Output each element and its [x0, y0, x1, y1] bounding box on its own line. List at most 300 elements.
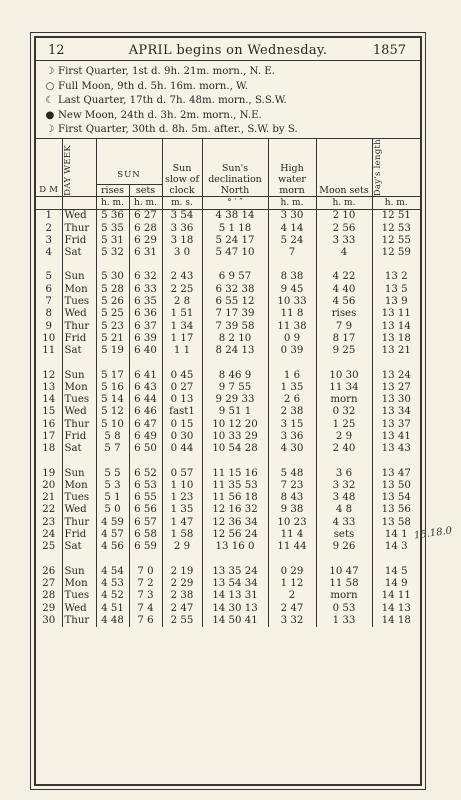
table-cell: sets — [316, 529, 372, 541]
table-cell: 6 58 — [129, 529, 162, 541]
table-cell: 2 8 — [162, 296, 202, 308]
table-cell: Frid — [62, 333, 96, 345]
table-cell: 11 8 — [268, 308, 316, 320]
table-cell: 3 54 — [162, 210, 202, 223]
table-cell: 8 — [45, 308, 52, 320]
table-row — [36, 406, 420, 418]
table-cell: 5 17 — [96, 370, 129, 382]
table-cell: 4 14 — [268, 223, 316, 235]
table-cell: 4 56 — [96, 541, 129, 553]
table-cell: 4 30 — [268, 443, 316, 455]
unit-cell: h. m. — [316, 197, 372, 210]
table-cell: 2 47 — [162, 603, 202, 615]
table-row — [36, 284, 420, 296]
table-cell: 22 — [42, 504, 56, 516]
table-cell: 0 39 — [268, 345, 316, 357]
table-cell: 4 53 — [96, 578, 129, 590]
week-gap — [36, 456, 420, 468]
table-cell: Wed — [62, 210, 96, 223]
table-row — [36, 382, 420, 394]
table-cell: 1 35 — [268, 382, 316, 394]
table-cell: 8 2 10 — [202, 333, 268, 345]
table-cell: 13 54 34 — [202, 578, 268, 590]
table-cell: 3 6 — [316, 468, 372, 480]
table-cell: 13 54 — [372, 492, 420, 504]
table-cell: 12 55 — [372, 235, 420, 247]
table-cell: 0 29 — [268, 566, 316, 578]
table-cell: Mon — [62, 284, 96, 296]
table-cell: Sat — [62, 247, 96, 259]
table-cell: 2 25 — [162, 284, 202, 296]
unit-cell — [36, 197, 62, 210]
table-cell: 6 52 — [129, 468, 162, 480]
table-cell: 5 24 17 — [202, 235, 268, 247]
table-cell: 14 30 13 — [202, 603, 268, 615]
moon-phase — [42, 80, 420, 95]
new-moon-icon: ● — [45, 109, 55, 121]
table-cell: 6 39 — [129, 333, 162, 345]
table-cell: 17 — [42, 431, 56, 442]
unit-cell: h. m. — [96, 197, 129, 210]
table-cell: 7 17 39 — [202, 308, 268, 320]
table-cell: fast1 — [162, 406, 202, 418]
table-cell: 3 32 — [268, 615, 316, 627]
table-cell: 7 — [268, 247, 316, 259]
table-cell: 7 — [45, 296, 52, 308]
table-cell: 3 — [45, 234, 52, 246]
table-cell: 13 30 — [372, 394, 420, 406]
table-cell: 11 34 — [316, 382, 372, 394]
col-header-moon: Moon sets — [316, 139, 372, 197]
table-cell: 6 55 12 — [202, 296, 268, 308]
table-row — [36, 615, 420, 627]
table-cell: 13 24 — [372, 370, 420, 382]
table-row — [36, 210, 420, 223]
table-cell: 3 33 — [316, 235, 372, 247]
table-cell: 4 22 — [316, 271, 372, 283]
col-header-sun: SUN rises sets — [96, 139, 162, 197]
table-row — [36, 468, 420, 480]
table-cell: 1 35 — [162, 504, 202, 516]
table-cell: 0 53 — [316, 603, 372, 615]
table-cell: 12 16 32 — [202, 504, 268, 516]
table-cell: 6 27 — [129, 210, 162, 223]
table-cell: 11 44 — [268, 541, 316, 553]
table-cell: 5 28 — [96, 284, 129, 296]
table-cell: 6 32 38 — [202, 284, 268, 296]
table-cell: 16 — [42, 418, 56, 430]
table-cell: 7 4 — [129, 603, 162, 615]
table-cell: Wed — [62, 308, 96, 320]
table-row — [36, 223, 420, 235]
table-cell: 13 56 — [372, 504, 420, 516]
table-cell: 7 9 — [316, 321, 372, 333]
table-cell: 6 28 — [129, 223, 162, 235]
table-cell: 8 43 — [268, 492, 316, 504]
table-cell: 2 — [268, 590, 316, 602]
table-cell: 11 35 53 — [202, 480, 268, 492]
table-cell: 1 1 — [162, 345, 202, 357]
table-cell: 10 12 20 — [202, 419, 268, 431]
table-cell: Frid — [62, 529, 96, 541]
table-cell: 7 6 — [129, 615, 162, 627]
table-cell: Frid — [62, 431, 96, 443]
table-cell: 6 — [45, 283, 52, 295]
table-cell: 1 10 — [162, 480, 202, 492]
table-cell: Wed — [62, 406, 96, 418]
table-cell: 5 — [45, 271, 52, 283]
table-cell: 14 11 — [372, 590, 420, 602]
table-cell: 2 6 — [268, 394, 316, 406]
table-cell: 5 8 — [96, 431, 129, 443]
table-cell: 5 47 10 — [202, 247, 268, 259]
table-cell: 0 45 — [162, 370, 202, 382]
table-cell: 7 3 — [129, 590, 162, 602]
table-cell: 27 — [42, 577, 56, 589]
table-row — [36, 431, 420, 443]
table-cell: Sat — [62, 345, 96, 357]
week-gap — [36, 259, 420, 271]
table-cell: 2 55 — [162, 615, 202, 627]
table-cell: 12 59 — [372, 247, 420, 259]
table-row — [36, 296, 420, 308]
table-cell: 13 37 — [372, 419, 420, 431]
table-cell: 4 38 14 — [202, 210, 268, 223]
table-cell: 2 47 — [268, 603, 316, 615]
table-cell: Sun — [62, 370, 96, 382]
table-row — [36, 333, 420, 345]
table-cell: 2 9 — [316, 431, 372, 443]
table-cell: Tues — [62, 590, 96, 602]
table-cell: 6 41 — [129, 370, 162, 382]
table-cell: morn — [316, 590, 372, 602]
table-cell: 9 51 1 — [202, 406, 268, 418]
table-row — [36, 419, 420, 431]
table-cell: 7 0 — [129, 566, 162, 578]
table-cell: 1 47 — [162, 517, 202, 529]
table-row — [36, 578, 420, 590]
table-cell: 13 43 — [372, 443, 420, 455]
table-cell: 2 9 — [162, 541, 202, 553]
col-header-length: Day's length — [372, 139, 420, 197]
moon-phases — [36, 61, 420, 139]
table-cell: 0 13 — [162, 394, 202, 406]
table-cell: 5 12 — [96, 406, 129, 418]
table-cell: 1 6 — [268, 370, 316, 382]
table-row — [36, 394, 420, 406]
table-cell: 6 56 — [129, 504, 162, 516]
table-cell: Tues — [62, 296, 96, 308]
year: 1857 — [372, 43, 406, 58]
unit-cell: h. m. — [372, 197, 420, 210]
table-row — [36, 235, 420, 247]
table-row — [36, 566, 420, 578]
table-cell: 6 40 — [129, 345, 162, 357]
table-cell: 3 18 — [162, 235, 202, 247]
table-cell: 2 19 — [162, 566, 202, 578]
moon-phase-text: Full Moon, 9th d. 5h. 16m. morn., W. — [58, 80, 248, 92]
table-cell: 9 26 — [316, 541, 372, 553]
table-cell: 10 54 28 — [202, 443, 268, 455]
table-cell: Mon — [62, 480, 96, 492]
table-cell: 0 27 — [162, 382, 202, 394]
table-cell: 7 23 — [268, 480, 316, 492]
table-cell: 7 39 58 — [202, 321, 268, 333]
table-cell: 9 25 — [316, 345, 372, 357]
table-cell: 0 32 — [316, 406, 372, 418]
table-cell: 19 — [42, 467, 56, 479]
col-header-sets: sets — [129, 185, 162, 196]
unit-cell: h. m. — [129, 197, 162, 210]
table-cell: 13 35 24 — [202, 566, 268, 578]
table-cell: Mon — [62, 382, 96, 394]
table-cell: 12 51 — [372, 210, 420, 223]
week-gap — [36, 358, 420, 370]
table-cell: 14 — [42, 394, 56, 406]
table-cell: 12 53 — [372, 223, 420, 235]
table-cell: 9 45 — [268, 284, 316, 296]
table-row — [36, 504, 420, 516]
table-cell: 11 — [42, 345, 56, 357]
table-cell: 4 57 — [96, 529, 129, 541]
table-cell: 3 15 — [268, 419, 316, 431]
table-row — [36, 308, 420, 320]
table-cell: 3 0 — [162, 247, 202, 259]
table-cell: 9 — [45, 320, 52, 332]
table-cell: rises — [316, 308, 372, 320]
table-cell: 5 19 — [96, 345, 129, 357]
first-quarter-icon: ☽ — [45, 66, 55, 77]
table-cell: 4 54 — [96, 566, 129, 578]
table-cell: 10 47 — [316, 566, 372, 578]
table-cell: 0 30 — [162, 431, 202, 443]
unit-cell: ° ′ ″ — [202, 197, 268, 210]
table-cell: 14 13 31 — [202, 590, 268, 602]
table-cell: 14 50 41 — [202, 615, 268, 627]
table-cell: 12 — [42, 369, 56, 381]
table-cell: 1 51 — [162, 308, 202, 320]
table-cell: 18 — [42, 443, 56, 455]
table-cell: Sat — [62, 443, 96, 455]
table-cell: 6 53 — [129, 480, 162, 492]
page-header — [36, 38, 420, 61]
table-cell: 1 58 — [162, 529, 202, 541]
table-cell: 13 21 — [372, 345, 420, 357]
table-cell: 1 12 — [268, 578, 316, 590]
table-cell: 0 9 — [268, 333, 316, 345]
table-row — [36, 271, 420, 283]
moon-phase-text: Last Quarter, 17th d. 7h. 48m. morn., S.S.W. — [58, 95, 287, 107]
table-cell: 3 30 — [268, 210, 316, 223]
table-cell: 11 4 — [268, 529, 316, 541]
table-row — [36, 529, 420, 541]
table-cell: 8 46 9 — [202, 370, 268, 382]
moon-phase — [42, 109, 420, 124]
table-cell: 26 — [42, 565, 56, 577]
unit-cell: m. s. — [162, 197, 202, 210]
table-cell: 5 32 — [96, 247, 129, 259]
table-cell: Thur — [62, 615, 96, 627]
table-cell: 20 — [42, 479, 56, 491]
table-cell: 5 31 — [96, 235, 129, 247]
almanac-page — [34, 36, 422, 786]
col-header-rises: rises — [101, 185, 124, 197]
table-cell: 6 55 — [129, 492, 162, 504]
table-cell: 4 40 — [316, 284, 372, 296]
col-header-decl: Sun's declination North — [202, 139, 268, 197]
table-cell: 15 — [42, 406, 56, 418]
table-cell: 6 44 — [129, 394, 162, 406]
table-cell: 0 57 — [162, 468, 202, 480]
table-cell: 24 — [42, 529, 56, 541]
table-cell: 6 33 — [129, 284, 162, 296]
table-cell: 3 36 — [268, 431, 316, 443]
table-cell: 5 25 — [96, 308, 129, 320]
table-cell: 6 31 — [129, 247, 162, 259]
table-cell: 4 33 — [316, 517, 372, 529]
table-cell: Tues — [62, 394, 96, 406]
table-cell: 1 — [45, 210, 52, 222]
table-cell: 10 — [42, 332, 56, 344]
table-cell: 13 47 — [372, 468, 420, 480]
table-cell: 13 2 — [372, 271, 420, 283]
table-cell: 2 56 — [316, 223, 372, 235]
table-cell: 6 37 — [129, 321, 162, 333]
table-row — [36, 541, 420, 553]
margin-note: 15.18.0 — [413, 525, 453, 542]
table-cell: 11 38 — [268, 321, 316, 333]
table-cell: 13 9 — [372, 296, 420, 308]
table-cell: 11 58 — [316, 578, 372, 590]
table-cell: 10 23 — [268, 517, 316, 529]
table-cell: 2 10 — [316, 210, 372, 223]
table-cell: 3 32 — [316, 480, 372, 492]
table-cell: 23 — [42, 516, 56, 528]
table-cell: 29 — [42, 602, 56, 614]
table-cell: 9 38 — [268, 504, 316, 516]
full-moon-icon: ○ — [45, 80, 55, 92]
table-cell: 6 49 — [129, 431, 162, 443]
table-cell: 6 36 — [129, 308, 162, 320]
table-row — [36, 370, 420, 382]
table-cell: 6 59 — [129, 541, 162, 553]
col-header-dm: D M — [36, 139, 62, 197]
table-cell: 6 43 — [129, 382, 162, 394]
table-cell: 6 46 — [129, 406, 162, 418]
table-cell: 5 48 — [268, 468, 316, 480]
table-cell: 12 36 34 — [202, 517, 268, 529]
table-cell: 3 48 — [316, 492, 372, 504]
table-cell: Sun — [62, 468, 96, 480]
table-cell: 14 1 — [372, 529, 420, 541]
table-row — [36, 480, 420, 492]
table-cell: 1 17 — [162, 333, 202, 345]
table-cell: 5 26 — [96, 296, 129, 308]
table-cell: 13 11 — [372, 308, 420, 320]
table-cell: 14 5 — [372, 566, 420, 578]
table-cell: 5 35 — [96, 223, 129, 235]
table-cell: 9 7 55 — [202, 382, 268, 394]
table-cell: Thur — [62, 321, 96, 333]
week-gap — [36, 554, 420, 566]
first-quarter-icon: ☽ — [45, 124, 55, 136]
table-cell: 2 29 — [162, 578, 202, 590]
table-cell: 5 30 — [96, 271, 129, 283]
table-cell: 5 0 — [96, 504, 129, 516]
table-cell: 5 1 18 — [202, 223, 268, 235]
table-row — [36, 247, 420, 259]
table-cell: 0 44 — [162, 443, 202, 455]
table-cell: 6 47 — [129, 419, 162, 431]
table-row — [36, 443, 420, 455]
table-cell: 11 56 18 — [202, 492, 268, 504]
table-cell: 13 41 — [372, 431, 420, 443]
table-cell: 2 38 — [162, 590, 202, 602]
table-cell: 1 23 — [162, 492, 202, 504]
table-row — [36, 517, 420, 529]
table-cell: Tues — [62, 492, 96, 504]
table-cell: 4 52 — [96, 590, 129, 602]
table-cell: Thur — [62, 223, 96, 235]
table-cell: 0 15 — [162, 419, 202, 431]
table-row — [36, 492, 420, 504]
col-header-dw: DAY WEEK — [62, 139, 96, 197]
table-cell: 13 27 — [372, 382, 420, 394]
table-cell: 4 8 — [316, 504, 372, 516]
table-row — [36, 590, 420, 602]
table-cell: 5 23 — [96, 321, 129, 333]
moon-phase — [42, 123, 420, 138]
table-cell: 8 24 13 — [202, 345, 268, 357]
units-row — [36, 197, 420, 210]
page-number: 12 — [48, 43, 65, 58]
moon-phase-text: First Quarter, 1st d. 9h. 21m. morn., N. E. — [58, 66, 275, 77]
table-cell: 4 51 — [96, 603, 129, 615]
table-cell: 8 38 — [268, 271, 316, 283]
table-cell: 4 — [316, 247, 372, 259]
table-cell: 7 2 — [129, 578, 162, 590]
last-quarter-icon: ☾ — [45, 95, 55, 107]
table-row — [36, 603, 420, 615]
table-cell: 1 25 — [316, 419, 372, 431]
table-cell: 25 — [42, 541, 56, 553]
table-cell: 2 40 — [316, 443, 372, 455]
table-cell: Sun — [62, 566, 96, 578]
table-cell: Wed — [62, 504, 96, 516]
table-cell: 13 16 0 — [202, 541, 268, 553]
moon-phase-text: First Quarter, 30th d. 8h. 5m. after., S.W. by S. — [58, 124, 298, 136]
calendar-table — [36, 139, 420, 627]
table-cell: 6 9 57 — [202, 271, 268, 283]
table-cell: 13 58 — [372, 517, 420, 529]
table-cell: 6 35 — [129, 296, 162, 308]
table-cell: Sun — [62, 271, 96, 283]
moon-phase — [42, 94, 420, 109]
table-cell: 10 33 29 — [202, 431, 268, 443]
col-header-water: High water morn — [268, 139, 316, 197]
moon-phase — [42, 65, 420, 80]
table-cell: 13 14 — [372, 321, 420, 333]
table-cell: 21 — [42, 492, 56, 504]
table-row — [36, 345, 420, 357]
col-header-slow: Sun slow of clock — [162, 139, 202, 197]
table-cell: 5 36 — [96, 210, 129, 223]
table-cell: 2 — [45, 222, 52, 234]
table-cell: 3 36 — [162, 223, 202, 235]
table-cell: 4 — [45, 247, 52, 259]
table-cell: 14 13 — [372, 603, 420, 615]
table-cell: Wed — [62, 603, 96, 615]
